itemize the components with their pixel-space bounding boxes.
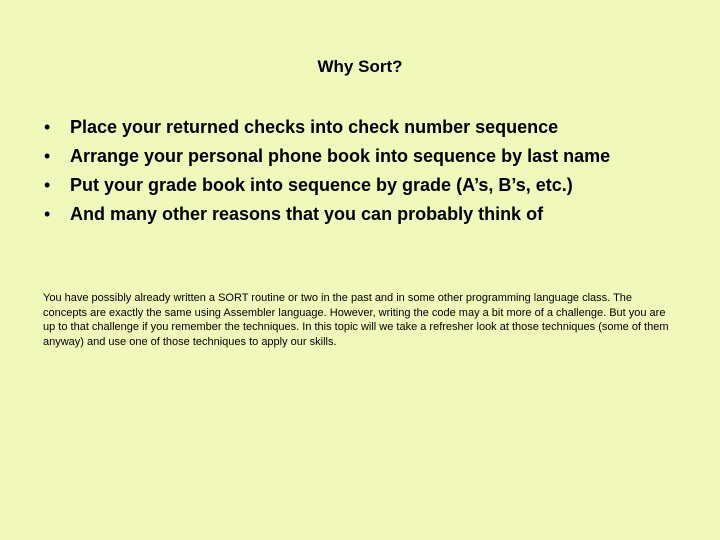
bullet-icon: • [44,204,51,224]
body-paragraph: You have possibly already written a SORT routine or two in the past and in some other programming language class. The concepts are exactly the same using Assembler language. However, writing the code may a bit more of a challenge. But you are up to that challenge if you remember the techniques. In this topic will we take a refresher look at those techniques (some of them anyway) and use one of those techniques to apply our skills. [43,292,669,348]
bullet-item [44,171,704,200]
bullet-text: Put your grade book into sequence by grade (A’s, B’s, etc.) [70,175,573,195]
bullet-item [44,142,704,171]
bullet-text: And many other reasons that you can probably think of [70,204,544,224]
slide-title: Why Sort? [317,57,403,76]
bullet-item [44,200,704,229]
bullet-icon: • [44,117,51,137]
bullet-icon: • [44,146,51,166]
bullet-text: Arrange your personal phone book into sequence by last name [70,146,611,166]
bullet-item [44,113,704,142]
bullet-text: Place your returned checks into check number sequence [70,117,559,137]
bullet-list [44,113,704,229]
bullet-icon: • [44,175,51,195]
